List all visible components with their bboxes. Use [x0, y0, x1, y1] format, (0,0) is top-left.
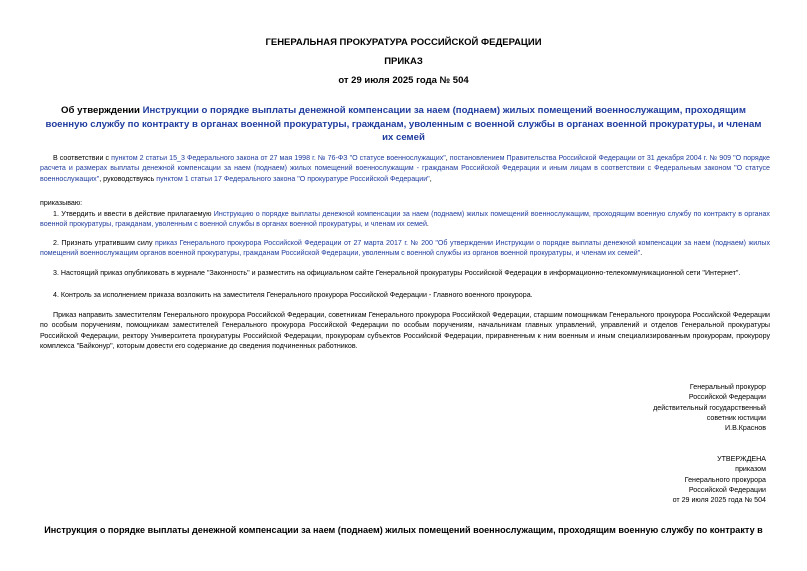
doc-type: ПРИКАЗ [384, 56, 423, 67]
preamble-text: , [445, 154, 450, 162]
law-link[interactable]: пунктом 2 статьи 15_3 Федерального закона от 27 мая 1998 г. № 76-ФЗ "О статусе военнослужащих" [111, 154, 446, 162]
item-text: . [426, 220, 429, 229]
signature-block [566, 382, 766, 433]
instruction-link[interactable]: Инструкцию о порядке выплаты денежной компенсации за наем (поднаем) жилых помещений военнослужащим, проходящим военную службу по контракту в органах военной прокуратуры, гражданам, уволенным с военной службы в органах военной прокуратуры, и членам их семей [40, 210, 770, 229]
approval-line: Генерального прокурора [684, 475, 766, 484]
title-prefix: Об утверждении [61, 105, 143, 116]
distribution-paragraph: Приказ направить заместителям Генерального прокурора Российской Федерации, советникам Генерального прокурора Российской Федерации, старшим помощникам Генерального прокурора Российской Федерации по особым поручениям, помощникам заместителей Генерального прокурора Российской Федерации по особым поручениям, начальникам главных управлений, управлений и отделов Генеральной прокуратуры Российской Федерации, ректору Университета прокуратуры Российской Федерации, прокурорам субъектов Российской Федерации, приравненным к ним военным и иным специализированным прокурорам, прокурору комплекса "Байконур", которым довести его содержание до сведения подчиненных работников. [40, 311, 770, 350]
signature-line: действительный государственный [653, 403, 766, 412]
repealed-order-link[interactable]: приказ Генерального прокурора Российской Федерации от 27 марта 2017 г. № 200 "Об утверждении Инструкции о порядке выплаты денежной компенсации за наем (поднаем) жилых помещений военнослужащим органов военной прокуратуры, гражданам Российской Федерации, уволенным с военной службы из органов военной прокуратуры, и членам их семей" [40, 239, 770, 258]
item-text: 1. Утвердить и ввести в действие прилагаемую [53, 210, 214, 218]
signature-line: советник юстиции [706, 413, 766, 422]
order-date-number: от 29 июля 2025 года № 504 [338, 75, 469, 86]
approval-line: от 29 июля 2025 года № 504 [672, 496, 766, 505]
approval-line: приказом [735, 465, 766, 474]
item-2 [40, 238, 770, 259]
item-3: 3. Настоящий приказ опубликовать в журнале "Законность" и разместить на официальном сайте Генеральной прокуратуры Российской Федерации в информационно-телекоммуникационной сети "Интернет". [53, 269, 741, 277]
signature-name: И.В.Краснов [725, 424, 766, 433]
item-text: . [640, 249, 643, 258]
approval-block [566, 454, 766, 505]
instruction-title: Инструкция о порядке выплаты денежной компенсации за наем (поднаем) жилых помещений военнослужащим, проходящим военную службу по контракту в [44, 525, 763, 535]
preamble-text: В соответствии с [53, 154, 112, 162]
preamble-text: , руководствуясь [99, 174, 157, 183]
item-4: 4. Контроль за исполнением приказа возложить на заместителя Генерального прокурора Российской Федерации - Главного военного прокурора. [53, 291, 533, 299]
preamble-text: , [429, 174, 432, 183]
order-title [40, 104, 767, 145]
approval-line: УТВЕРЖДЕНА [717, 455, 766, 463]
preamble-paragraph [40, 153, 770, 184]
approval-line: Российской Федерации [688, 485, 766, 494]
prosecution-law-link[interactable]: пунктом 1 статьи 17 Федерального закона "О прокуратуре Российской Федерации" [156, 174, 430, 183]
item-text: 2. Признать утратившим силу [53, 239, 155, 247]
instruction-link[interactable]: Инструкции о порядке выплаты денежной компенсации за наем (поднаем) жилых помещений военнослужащим, проходящим военную службу по контракту в органах военной прокуратуры, гражданам, уволенным с военной службы в органах военной прокуратуры, и членам их семей [45, 105, 762, 143]
org-header: ГЕНЕРАЛЬНАЯ ПРОКУРАТУРА РОССИЙСКОЙ ФЕДЕРАЦИИ [265, 37, 542, 48]
item-1 [40, 209, 770, 230]
government-decree-link[interactable]: постановлением Правительства Российской Федерации от 31 декабря 2004 г. № 909 "О порядке расчета и размерах выплаты денежной компенсации за наем (поднаем) жилых помещений военнослужащим - гражданам Российской Федерации и иным лицам в соответствии с Федеральным законом "О статусе военнослужащих" [40, 154, 770, 183]
orders-word: приказываю: [40, 199, 83, 207]
signature-line: Российской Федерации [688, 393, 766, 402]
signature-line: Генеральный прокурор [689, 383, 766, 391]
